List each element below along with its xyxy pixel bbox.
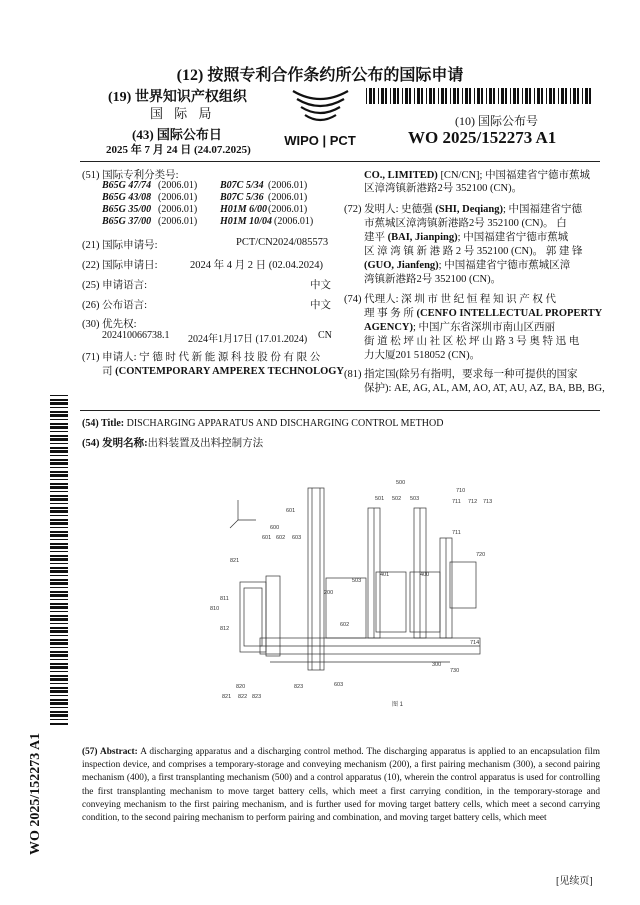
inventor-line bbox=[364, 229, 568, 244]
ipc-code: B65G 37/00 bbox=[102, 216, 152, 227]
svg-text:600: 600 bbox=[270, 525, 280, 531]
application-number-label: (21) 国际申请号: bbox=[82, 240, 158, 251]
inventor-line bbox=[364, 257, 570, 272]
publication-date: 2025 年 7 月 24 日 (24.07.2025) bbox=[106, 144, 251, 156]
ipc-code: H01M 10/04 bbox=[220, 216, 272, 227]
title-zh bbox=[82, 435, 263, 450]
title-zh-text: 出料装置及出料控制方法 bbox=[147, 438, 264, 449]
applicant-name: CO., LIMITED) bbox=[364, 170, 438, 181]
applicant-line: (71) 申请人: 宁 德 时 代 新 能 源 科 技 股 份 有 限 公 bbox=[82, 352, 321, 363]
ipc-version: (2006.01) bbox=[274, 216, 314, 227]
svg-text:822: 822 bbox=[238, 694, 248, 700]
abstract-text: A discharging apparatus and a discharging control method. The discharging apparatus is applied to an encapsulation film inspection device, and comprises a temporary-storage and conveying mechanism (200), a first pairing mechanism (300), a second pairing mechanism (400), a first transplanting mechanism (500) and a control apparatus (10), wherein the control apparatus is used for controlling the first transplanting mechanism to move target battery cells, which meet a first carrying condition, in the temporary-storage and conveying mechanism to the first pairing mechanism, and is further used for moving target battery cells, which meet a second carrying condition, to the second pairing mechanism to perform pairing and combination, and moving target battery cells, which meet bbox=[82, 747, 600, 824]
svg-text:601: 601 bbox=[262, 535, 272, 541]
svg-text:503: 503 bbox=[352, 578, 362, 584]
filing-date: 2024 年 4 月 2 日 (02.04.2024) bbox=[190, 260, 323, 271]
svg-text:811: 811 bbox=[220, 596, 229, 602]
filing-language-label: (25) 申请语言: bbox=[82, 280, 148, 291]
ipc-version: (2006.01) bbox=[158, 192, 198, 203]
applicant-address: 区漳湾镇新港路2号 352100 (CN)。 bbox=[364, 183, 523, 194]
inventor-line: 市蕉城区漳湾镇新港路2号 352100 (CN)。 白 bbox=[364, 218, 567, 229]
ipc-version: (2006.01) bbox=[268, 180, 308, 191]
svg-text:603: 603 bbox=[292, 535, 302, 541]
publication-language-label: (26) 公布语言: bbox=[82, 300, 148, 311]
inventor-name: (SHI, Deqiang) bbox=[435, 204, 503, 215]
svg-text:601: 601 bbox=[286, 508, 296, 514]
abstract-label: (57) Abstract: bbox=[82, 747, 138, 757]
inventor-text: (72) 发明人: 史德强 bbox=[344, 204, 436, 215]
section-rule bbox=[80, 410, 600, 411]
priority-number: 202410066738.1 bbox=[102, 330, 170, 341]
inventor-line bbox=[344, 201, 582, 216]
applicant-name: (CONTEMPORARY AMPEREX TECHNOLOGY bbox=[115, 366, 345, 377]
abstract bbox=[82, 746, 600, 825]
svg-text:713: 713 bbox=[483, 499, 493, 505]
title-zh-label: (54) 发明名称: bbox=[82, 438, 148, 449]
agent-line: 街 道 松 坪 山 社 区 松 坪 山 路 3 号 奥 特 迅 电 bbox=[364, 336, 580, 347]
barcode-side-icon bbox=[50, 395, 68, 725]
svg-text:730: 730 bbox=[450, 668, 460, 674]
ipc-code: B07C 5/36 bbox=[220, 192, 264, 203]
svg-text:300: 300 bbox=[432, 662, 442, 668]
application-number: PCT/CN2024/085573 bbox=[236, 237, 329, 248]
header-rule bbox=[80, 161, 600, 162]
organization-name: (19) 世界知识产权组织 bbox=[108, 90, 247, 105]
organization-bureau: 国 际 局 bbox=[150, 106, 216, 121]
svg-text:710: 710 bbox=[456, 488, 466, 494]
title-en-label: (54) Title: bbox=[82, 418, 125, 429]
inventor-text: ; 中国福建省宁德市蕉城区漳 bbox=[438, 260, 571, 271]
designated-states-line: 保护): AE, AG, AL, AM, AO, AT, AU, AZ, BA, BB, BG, bbox=[364, 383, 605, 394]
svg-text:720: 720 bbox=[476, 552, 486, 558]
priority-label: (30) 优先权: bbox=[82, 319, 137, 330]
svg-text:603: 603 bbox=[334, 682, 344, 688]
agent-text: 理 事 务 所 bbox=[364, 308, 417, 319]
agent-name: AGENCY) bbox=[364, 322, 413, 333]
agent-text: ; 中国广东省深圳市南山区西丽 bbox=[413, 322, 556, 333]
inventor-text: ; 中国福建省宁德 bbox=[502, 204, 583, 215]
inventor-name: (BAI, Jianping) bbox=[387, 232, 458, 243]
svg-text:714: 714 bbox=[470, 640, 480, 646]
inventor-text: 建平 bbox=[364, 232, 388, 243]
priority-date: 2024年1月17日 (17.01.2024) bbox=[188, 334, 308, 345]
inventor-line: 湾镇新港路2号 352100 (CN)。 bbox=[364, 274, 502, 285]
agent-line bbox=[364, 305, 602, 320]
svg-text:812: 812 bbox=[220, 626, 230, 632]
title-en-text: DISCHARGING APPARATUS AND DISCHARGING CONTROL METHOD bbox=[126, 418, 444, 429]
ipc-code: B07C 5/34 bbox=[220, 180, 264, 191]
inventor-name: (GUO, Jianfeng) bbox=[364, 260, 439, 271]
ipc-code: B65G 35/00 bbox=[102, 204, 152, 215]
filing-language: 中文 bbox=[310, 280, 331, 291]
ipc-code: B65G 47/74 bbox=[102, 180, 152, 191]
ipc-code: B65G 43/08 bbox=[102, 192, 152, 203]
svg-text:501: 501 bbox=[375, 496, 385, 502]
svg-text:503: 503 bbox=[410, 496, 420, 502]
svg-text:711: 711 bbox=[452, 530, 461, 536]
title-en bbox=[82, 418, 443, 429]
svg-text:821: 821 bbox=[230, 558, 240, 564]
ipc-version: (2006.01) bbox=[158, 204, 198, 215]
ipc-version: (2006.01) bbox=[268, 204, 308, 215]
patent-drawing bbox=[200, 478, 493, 714]
ipc-code: H01M 6/00 bbox=[220, 204, 267, 215]
svg-text:810: 810 bbox=[210, 606, 220, 612]
svg-text:200: 200 bbox=[324, 590, 334, 596]
agent-name: (CENFO INTELLECTUAL PROPERTY bbox=[416, 308, 603, 319]
svg-text:401: 401 bbox=[380, 572, 390, 578]
figure-caption: 图 1 bbox=[392, 702, 404, 708]
ipc-label: (51) 国际专利分类号: bbox=[82, 170, 179, 181]
svg-text:821: 821 bbox=[222, 694, 232, 700]
agent-line: (74) 代理人: 深 圳 市 世 纪 恒 程 知 识 产 权 代 bbox=[344, 294, 557, 305]
svg-text:602: 602 bbox=[340, 622, 350, 628]
svg-text:500: 500 bbox=[396, 480, 406, 486]
publication-date-label: (43) 国际公布日 bbox=[132, 127, 222, 142]
publication-language: 中文 bbox=[310, 300, 331, 311]
continued-note: [见续页] bbox=[556, 876, 593, 887]
agent-line bbox=[364, 319, 555, 334]
applicant-address: [CN/CN]; 中国福建省宁德市蕉城 bbox=[437, 170, 591, 181]
svg-text:711: 711 bbox=[452, 499, 461, 505]
svg-text:502: 502 bbox=[392, 496, 402, 502]
svg-text:823: 823 bbox=[252, 694, 262, 700]
svg-text:820: 820 bbox=[236, 684, 246, 690]
svg-text:712: 712 bbox=[468, 499, 478, 505]
wipo-logo-icon bbox=[273, 85, 368, 153]
designated-states-line: (81) 指定国(除另有指明，要求每一种可提供的国家 bbox=[344, 369, 578, 380]
svg-text:602: 602 bbox=[276, 535, 286, 541]
ipc-version: (2006.01) bbox=[158, 180, 198, 191]
barcode-top-icon bbox=[366, 88, 592, 104]
inventor-text: ; 中国福建省宁德市蕉城 bbox=[457, 232, 569, 243]
document-title: (12) 按照专利合作条约所公布的国际申请 bbox=[176, 67, 464, 84]
agent-line: 力大厦201 518052 (CN)。 bbox=[364, 350, 481, 361]
publication-number: WO 2025/152273 A1 bbox=[408, 128, 557, 147]
applicant-text: 司 bbox=[102, 366, 113, 377]
svg-text:400: 400 bbox=[420, 572, 430, 578]
side-publication-number-text: WO 2025/152273 A1 bbox=[28, 732, 43, 855]
ipc-version: (2006.01) bbox=[158, 216, 198, 227]
applicant-line bbox=[102, 363, 344, 378]
side-publication-number bbox=[20, 730, 60, 860]
priority-country: CN bbox=[318, 330, 332, 341]
ipc-version: (2006.01) bbox=[268, 192, 308, 203]
svg-text:823: 823 bbox=[294, 684, 304, 690]
logo-text: WIPO | PCT bbox=[284, 133, 356, 148]
filing-date-label: (22) 国际申请日: bbox=[82, 260, 158, 271]
publication-number-label: (10) 国际公布号 bbox=[455, 114, 538, 128]
inventor-line: 区 漳 湾 镇 新 港 路 2 号 352100 (CN)。 郭 建 锋 bbox=[364, 246, 583, 257]
